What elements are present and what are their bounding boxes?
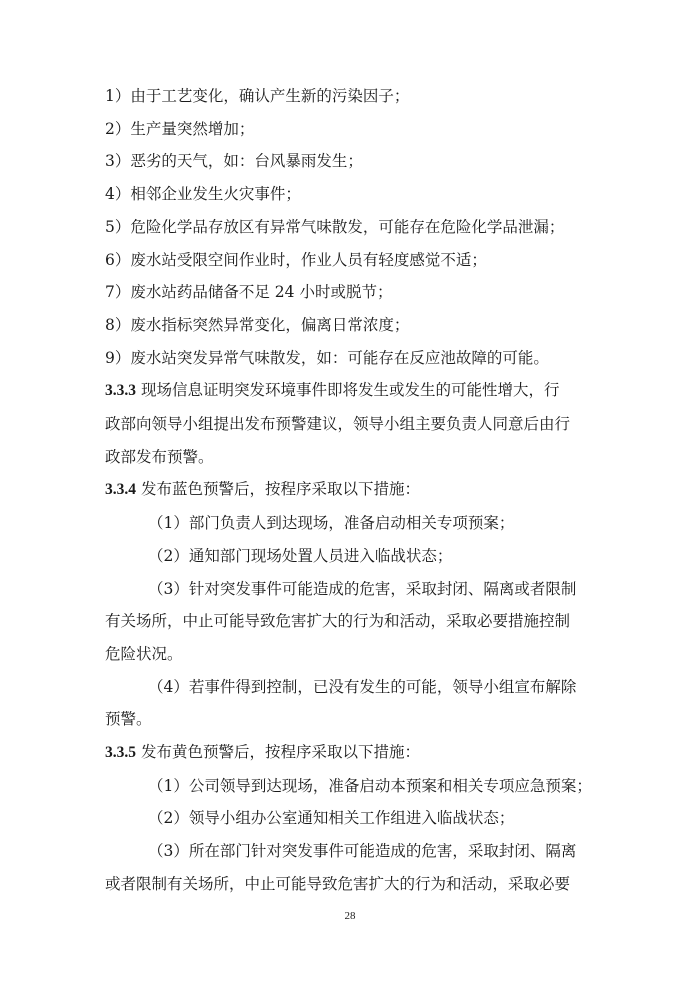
measure-item: （1）部门负责人到达现场，准备启动相关专项预案； xyxy=(148,514,515,533)
list-item: 7）废水站药品储备不足 24 小时或脱节； xyxy=(105,283,393,302)
list-item: 6）废水站受限空间作业时，作业人员有轻度感觉不适； xyxy=(105,250,487,269)
measure-item-continued: 危险状况。 xyxy=(105,644,183,663)
section-text: 现场信息证明突发环境事件即将发生或发生的可能性增大，行 xyxy=(141,381,560,400)
measure-item: （2）领导小组办公室通知相关工作组进入临战状态； xyxy=(148,809,515,828)
section-number: 3.3.5 xyxy=(105,744,136,762)
section-text-continued: 政部向领导小组提出发布预警建议，领导小组主要负责人同意后由行 xyxy=(105,415,571,434)
list-item: 8）废水指标突然异常变化，偏离日常浓度； xyxy=(105,315,410,334)
section-3-3-3 xyxy=(105,374,605,408)
measure-item-continued: 或者限制有关场所，中止可能导致危害扩大的行为和活动，采取必要 xyxy=(105,874,571,893)
section-text-continued: 政部发布预警。 xyxy=(105,447,214,466)
list-item: 9）废水站突发异常气味散发，如：可能存在反应池故障的可能。 xyxy=(105,348,549,367)
section-number: 3.3.4 xyxy=(105,481,136,499)
section-3-3-4 xyxy=(105,473,605,507)
measure-item: （3）针对突发事件可能造成的危害，采取封闭、隔离或者限制 xyxy=(148,579,577,598)
measure-item: （3）所在部门针对突发事件可能造成的危害，采取封闭、隔离 xyxy=(148,842,577,861)
list-item: 2）生产量突然增加； xyxy=(105,119,255,138)
measure-item: （4）若事件得到控制，已没有发生的可能，领导小组宣布解除 xyxy=(148,677,577,696)
page-body xyxy=(105,80,605,901)
measure-item-continued: 有关场所，中止可能导致危害扩大的行为和活动，采取必要措施控制 xyxy=(105,612,571,631)
page-number: 28 xyxy=(344,910,356,922)
section-text: 发布黄色预警后，按程序采取以下措施： xyxy=(141,743,421,762)
measure-item: （2）通知部门现场处置人员进入临战状态； xyxy=(148,546,453,565)
list-item: 3）恶劣的天气，如：台风暴雨发生； xyxy=(105,152,363,171)
list-item: 5）危险化学品存放区有异常气味散发，可能存在危险化学品泄漏； xyxy=(105,217,565,236)
list-item: 1）由于工艺变化，确认产生新的污染因子； xyxy=(105,87,410,105)
section-3-3-5 xyxy=(105,736,605,770)
section-number: 3.3.3 xyxy=(105,382,136,400)
section-text: 发布蓝色预警后，按程序采取以下措施： xyxy=(141,480,421,499)
list-item: 4）相邻企业发生火灾事件； xyxy=(105,185,301,204)
measure-item-continued: 预警。 xyxy=(105,710,152,729)
measure-item: （1）公司领导到达现场，准备启动本预案和相关专项应急预案； xyxy=(148,776,592,795)
